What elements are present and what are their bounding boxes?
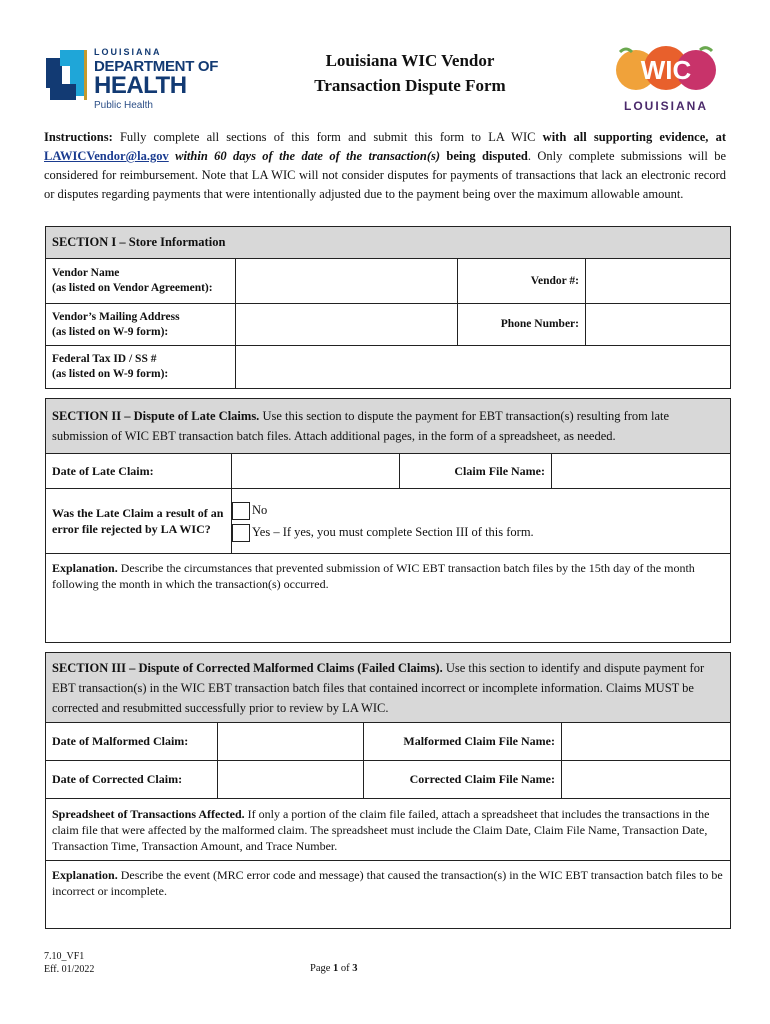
page-title <box>270 48 550 98</box>
instructions-text-2: with all supporting evidence, at <box>542 130 726 144</box>
effective-date: Eff. 01/2022 <box>44 964 95 975</box>
phone-number-label: Phone Number: <box>458 304 586 346</box>
vendor-name-label-text: Vendor Name <box>52 267 120 279</box>
late-claim-explanation-field[interactable] <box>46 554 731 643</box>
page-number <box>310 963 358 974</box>
title-line2: Transaction Dispute Form <box>314 76 506 95</box>
option-no-label: No <box>252 503 268 517</box>
wic-logo-icon <box>606 44 726 116</box>
tax-id-label <box>46 346 236 389</box>
instructions-text-3: within 60 days of the date of the transaction(s) <box>168 149 441 163</box>
email-link[interactable]: LAWICVendor@la.gov <box>44 149 169 163</box>
phone-number-field[interactable] <box>586 304 731 346</box>
option-no-row[interactable] <box>232 499 730 521</box>
checkbox-no[interactable] <box>232 502 250 520</box>
footer-form-code <box>44 950 94 976</box>
instructions-text-5: . Only complete submissions will be considered for reimbursement. Note that LA WIC will not consider disputes for payments of transactions that lack an electronic record or disputes regarding payments that were intentionally adjusted due to the payment being over the maximum allowable amount. <box>44 149 727 201</box>
late-claim-explanation-bold: Explanation. <box>52 561 118 575</box>
section-2-table <box>45 398 731 643</box>
ldh-line1: LOUISIANA <box>94 47 162 57</box>
spreadsheet-note <box>46 799 731 861</box>
malformed-explanation-text: Describe the event (MRC error code and message) that caused the transaction(s) in the WIC EBT transaction batch files to be incorrect or incomplete. <box>52 868 723 898</box>
spreadsheet-note-text: If only a portion of the claim file failed, attach a spreadsheet that includes the transactions in the claim file that were affected by the malformed claim. The spreadsheet must include the Claim Date, Claim File Name, Transaction Date, Transaction Time, Transaction Amount, and Trace Number. <box>52 806 710 853</box>
malformed-explanation-field[interactable] <box>46 861 731 929</box>
option-yes-row[interactable] <box>232 521 730 543</box>
late-claim-options <box>232 489 731 554</box>
mailing-address-label-sub: (as listed on W-9 form): <box>52 325 169 338</box>
section-3-heading-bold: SECTION III – Dispute of Corrected Malformed Claims (Failed Claims). <box>52 660 443 675</box>
instructions-lead: Instructions: <box>44 130 113 144</box>
corrected-file-label: Corrected Claim File Name: <box>364 761 562 799</box>
corrected-date-field[interactable] <box>218 761 364 799</box>
claim-file-name-label: Claim File Name: <box>400 454 552 489</box>
tax-id-field[interactable] <box>236 346 731 389</box>
ldh-line4: Public Health <box>94 100 153 111</box>
page-current: 1 <box>333 963 339 974</box>
title-line1: Louisiana WIC Vendor <box>325 51 495 70</box>
checkbox-yes[interactable] <box>232 524 250 542</box>
section-3-heading <box>46 653 731 723</box>
malformed-date-field[interactable] <box>218 723 364 761</box>
vendor-name-label <box>46 259 236 304</box>
wic-logo-word: WIC <box>640 55 692 85</box>
tax-id-label-sub: (as listed on W-9 form): <box>52 368 169 380</box>
claim-file-name-field[interactable] <box>552 454 731 489</box>
malformed-explanation-bold: Explanation. <box>52 868 118 882</box>
ldh-line2: DEPARTMENT OF <box>94 58 219 75</box>
instructions-text-4: being disputed <box>440 149 528 163</box>
tax-id-label-text: Federal Tax ID / SS # <box>52 353 157 365</box>
section-3-heading-text: Use this section to identify and dispute payment for EBT transaction(s) in the WIC EBT transaction batch files that contained incorrect or incomplete information. Claims MUST be corrected and resubmitted successfully prior to review by LA WIC. <box>52 660 705 715</box>
section-2-heading-text: Use this section to dispute the payment for EBT transaction(s) resulting from late submission of WIC EBT transaction batch files. Attach additional pages, in the form of a spreadsheet, as needed. <box>52 409 670 443</box>
malformed-date-label: Date of Malformed Claim: <box>46 723 218 761</box>
ldh-line3: HEALTH <box>94 72 187 99</box>
vendor-number-label: Vendor #: <box>458 259 586 304</box>
section-1-heading: SECTION I – Store Information <box>46 227 731 259</box>
malformed-file-field[interactable] <box>562 723 731 761</box>
malformed-file-label: Malformed Claim File Name: <box>364 723 562 761</box>
vendor-number-field[interactable] <box>586 259 731 304</box>
corrected-date-label: Date of Corrected Claim: <box>46 761 218 799</box>
mailing-address-label <box>46 304 236 346</box>
mailing-address-field[interactable] <box>236 304 458 346</box>
ldh-logo-text <box>94 48 218 111</box>
instructions-text-1: Fully complete all sections of this form and submit this form to LA WIC <box>112 130 543 144</box>
late-claim-date-label: Date of Late Claim: <box>46 454 232 489</box>
late-claim-date-field[interactable] <box>232 454 400 489</box>
vendor-name-field[interactable] <box>236 259 458 304</box>
late-claim-explanation-text: Describe the circumstances that prevented submission of WIC EBT transaction batch files by the 15th day of the month following the month in which the transaction(s) occurred. <box>52 561 695 591</box>
option-yes-label: Yes – If yes, you must complete Section III of this form. <box>252 525 534 539</box>
mailing-address-label-text: Vendor’s Mailing Address <box>52 310 180 323</box>
instructions-paragraph <box>44 128 726 204</box>
corrected-file-field[interactable] <box>562 761 731 799</box>
section-3-table <box>45 652 731 929</box>
vendor-name-label-sub: (as listed on Vendor Agreement): <box>52 282 213 294</box>
page-of: of <box>338 963 353 974</box>
section-2-heading-bold: SECTION II – Dispute of Late Claims. <box>52 409 260 423</box>
form-version: 7.10_VF1 <box>44 951 85 962</box>
page-total: 3 <box>352 963 358 974</box>
late-claim-question-label: Was the Late Claim a result of an error file rejected by LA WIC? <box>46 489 232 554</box>
spreadsheet-note-bold: Spreadsheet of Transactions Affected. <box>52 806 245 821</box>
page-prefix: Page <box>310 963 334 974</box>
section-1-table <box>45 226 731 389</box>
section-2-heading <box>46 399 731 454</box>
wic-logo-sub: LOUISIANA <box>624 99 708 113</box>
